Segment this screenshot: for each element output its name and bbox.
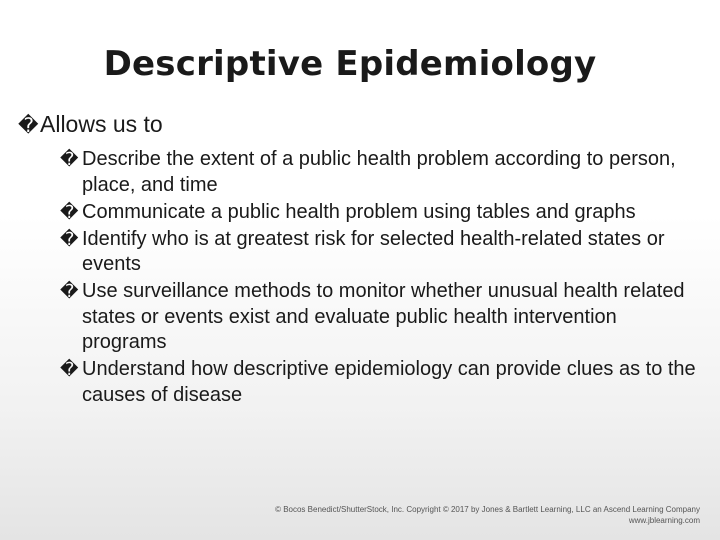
sub-bullet-text: Identify who is at greatest risk for selected health-related states or events — [82, 227, 665, 275]
copyright-line: © Bocos Benedict/ShutterStock, Inc. Copyright © 2017 by Jones & Bartlett Learning, LLC an Ascend Learning Company — [275, 505, 700, 514]
bullet-glyph-icon: � — [60, 228, 79, 250]
sub-bullet-text: Communicate a public health problem using tables and graphs — [82, 200, 636, 223]
sub-bullet-text: Use surveillance methods to monitor whether unusual health related states or events exist and evaluate public health intervention programs — [82, 280, 685, 353]
publisher-url: www.jblearning.com — [628, 516, 700, 525]
bullet-glyph-icon: � — [60, 359, 79, 380]
bullet-glyph-icon: � — [18, 113, 39, 137]
sub-bullet-text: Describe the extent of a public health problem according to person, place, and time — [82, 148, 676, 196]
main-bullet — [18, 110, 163, 139]
copyright-notice — [275, 504, 700, 526]
sub-bullet-item — [60, 357, 700, 408]
bullet-glyph-icon: � — [60, 281, 79, 302]
sub-bullet-item — [60, 147, 700, 198]
slide-title: Descriptive Epidemiology — [103, 44, 597, 84]
sub-bullet-item — [60, 227, 700, 278]
sub-bullet-text: Understand how descriptive epidemiology can provide clues as to the causes of disease — [82, 358, 696, 406]
sub-bullet-list — [60, 147, 700, 410]
bullet-glyph-icon: � — [60, 201, 79, 223]
sub-bullet-item — [60, 200, 700, 226]
main-bullet-text: Allows us to — [40, 111, 163, 137]
bullet-glyph-icon: � — [60, 149, 79, 170]
sub-bullet-item — [60, 279, 700, 356]
